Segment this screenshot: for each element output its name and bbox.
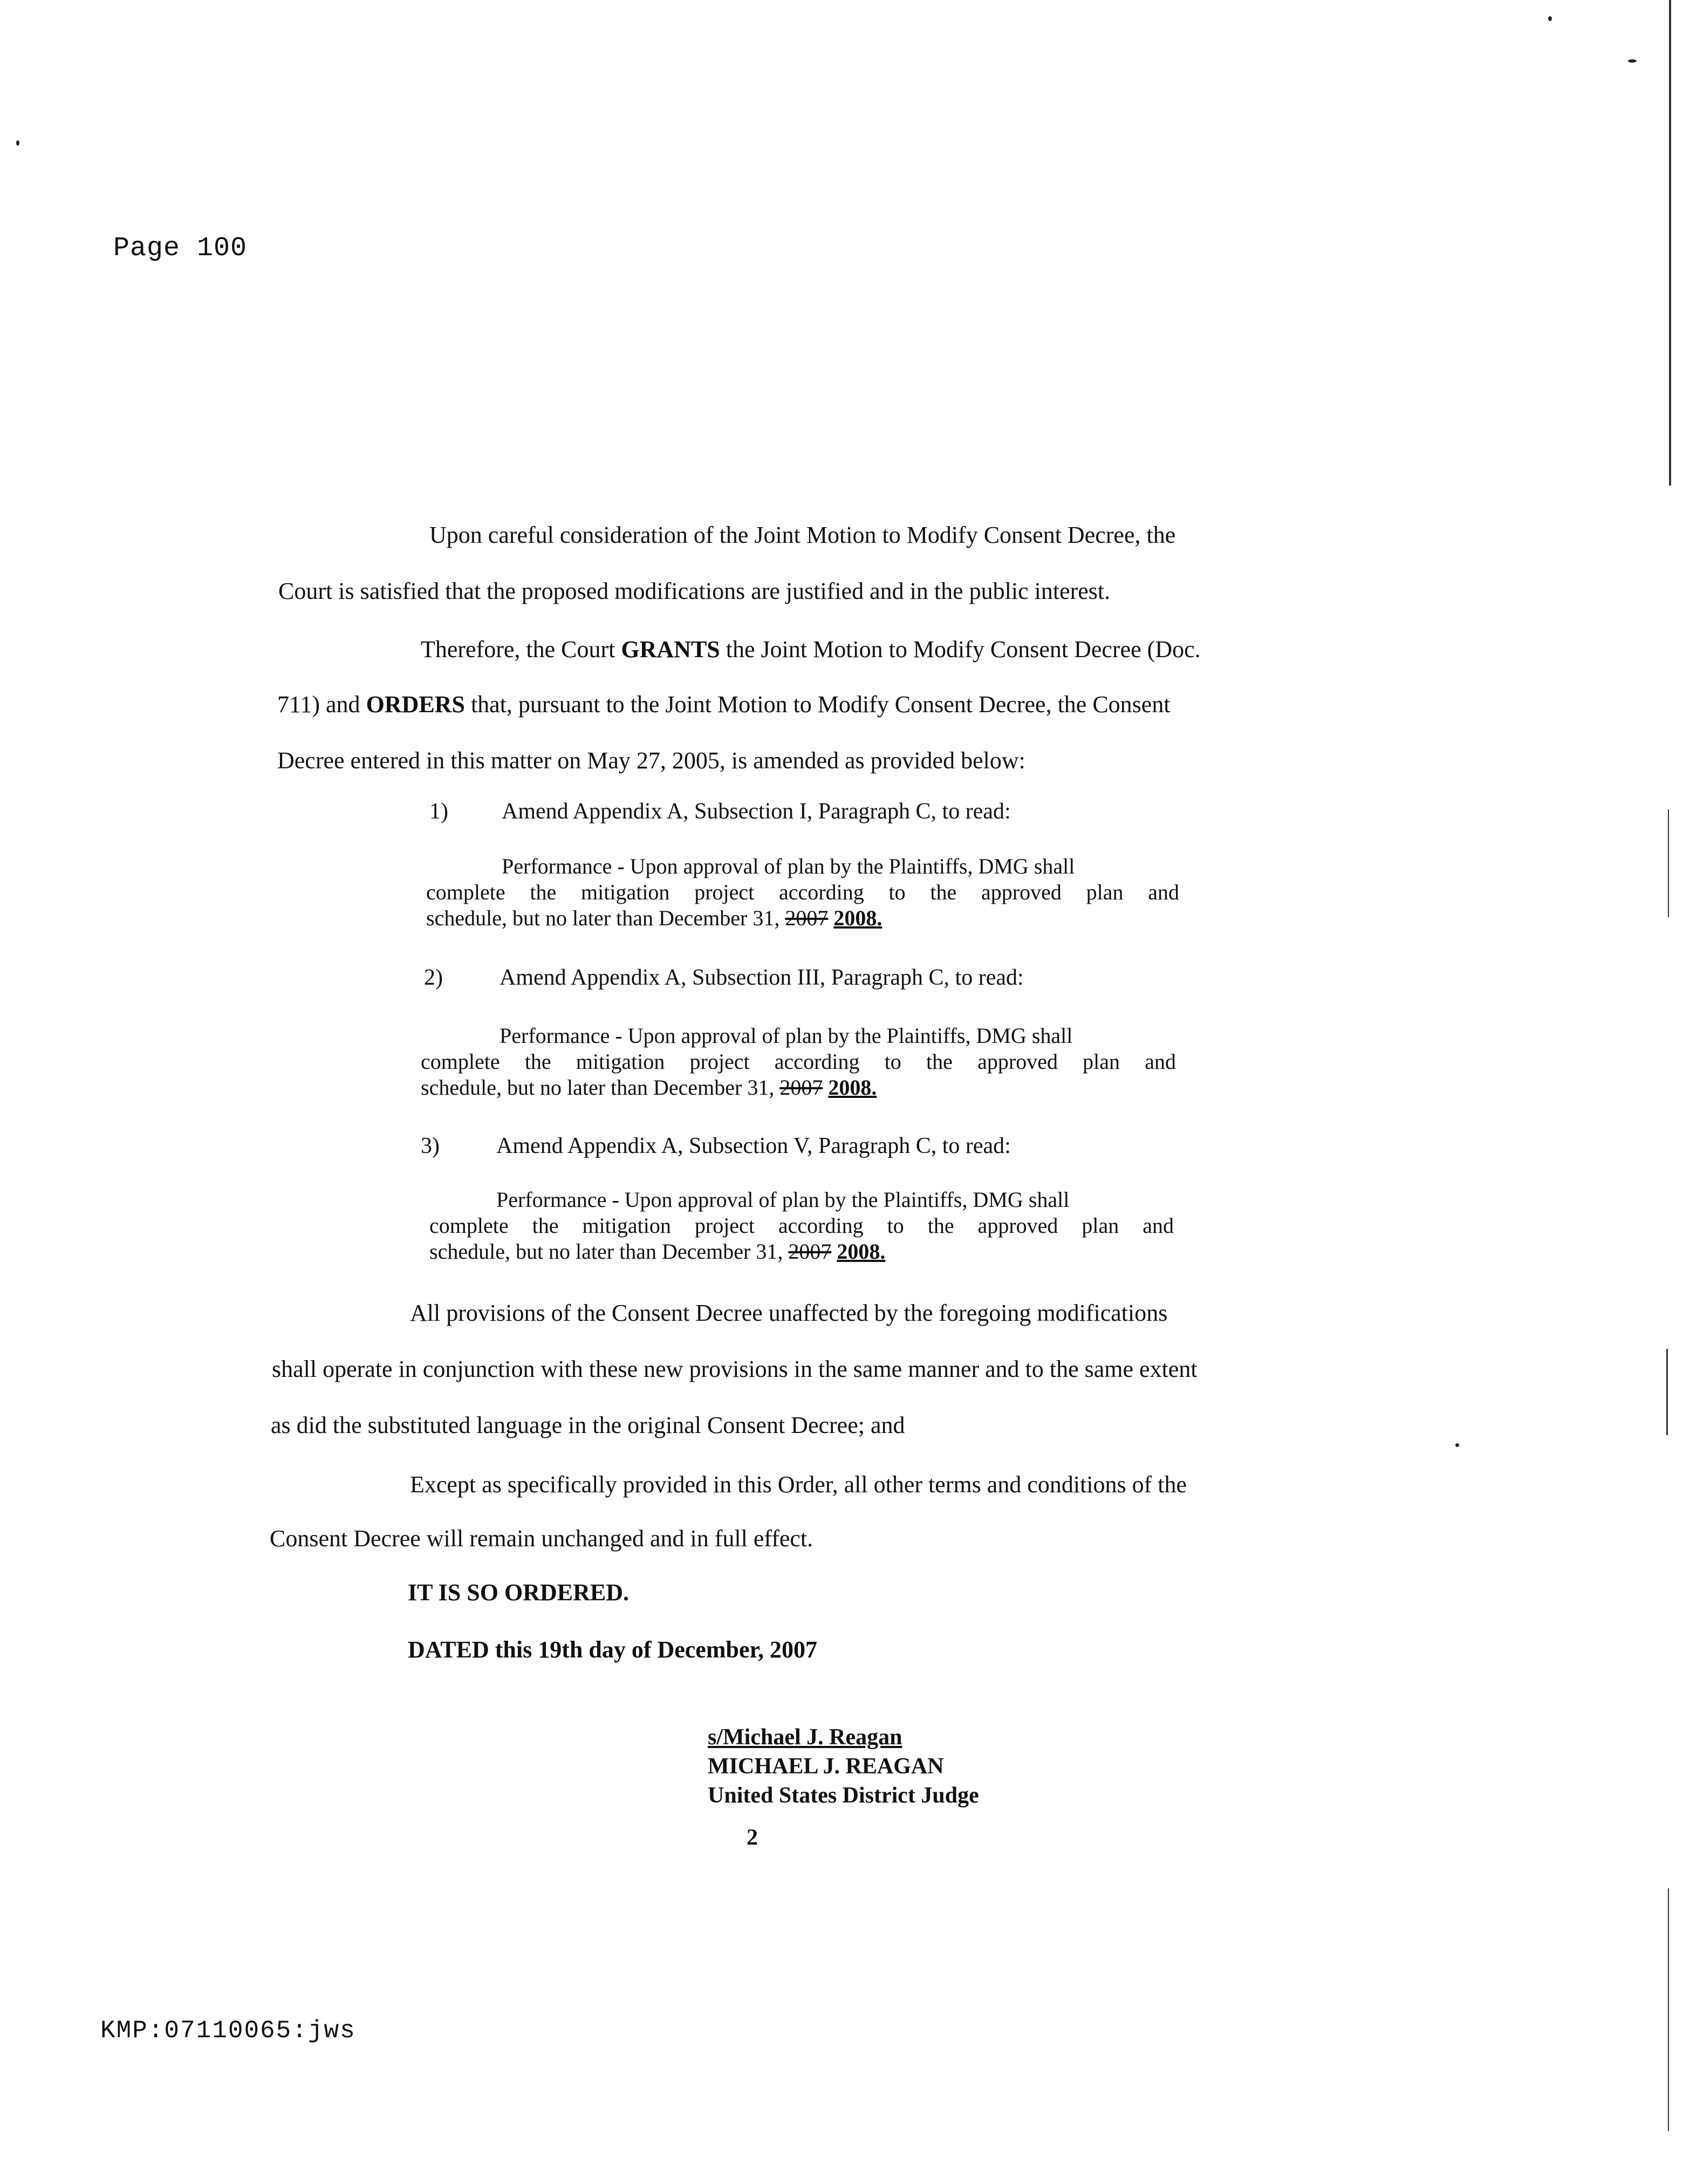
body-line: All provisions of the Consent Decree unaffected by the foregoing modifications: [410, 1300, 1168, 1326]
new-year: 2008.: [837, 1239, 886, 1264]
body-line: Consent Decree will remain unchanged and in full effect.: [270, 1525, 813, 1552]
body-line: shall operate in conjunction with these new provisions in the same manner and to the same extent: [272, 1356, 1198, 1382]
scan-speck: [1548, 16, 1552, 21]
so-ordered: IT IS SO ORDERED.: [408, 1579, 629, 1606]
scan-edge-line: [1668, 1888, 1669, 2131]
struck-year: 2007: [788, 1239, 832, 1264]
body-line: [277, 691, 1171, 718]
body-text: that, pursuant to the Joint Motion to Modify Consent Decree, the Consent: [464, 691, 1171, 718]
body-line: Decree entered in this matter on May 27, 2005, is amended as provided below:: [277, 747, 1025, 774]
amendment-number: 3): [421, 1134, 440, 1158]
page-label: Page 100: [113, 233, 248, 264]
scan-speck: [1628, 59, 1637, 63]
quote-line: complete the mitigation project according to the approved plan and: [429, 1213, 1174, 1238]
judge-title: United States District Judge: [708, 1783, 979, 1808]
dated-line: DATED this 19th day of December, 2007: [408, 1636, 817, 1663]
grants-word: GRANTS: [621, 636, 720, 663]
new-year: 2008.: [828, 1075, 877, 1100]
body-text: Therefore, the Court: [421, 636, 621, 663]
quote-line: [426, 905, 882, 931]
quote-line: Performance - Upon approval of plan by the Plaintiffs, DMG shall: [496, 1187, 1070, 1212]
signature: s/Michael J. Reagan: [708, 1725, 902, 1750]
quote-line: [421, 1075, 877, 1101]
amendment-heading: Amend Appendix A, Subsection I, Paragraph C, to read:: [502, 799, 1011, 824]
signature-line: [708, 1724, 934, 1750]
amendment-number: 2): [424, 965, 443, 990]
struck-year: 2007: [785, 906, 829, 930]
quote-line: [429, 1239, 885, 1265]
scan-edge-line: [1669, 0, 1671, 486]
scan-speck: [16, 140, 19, 146]
page-number: 2: [747, 1825, 758, 1850]
orders-word: ORDERS: [366, 691, 465, 718]
quote-text: schedule, but no later than December 31,: [429, 1239, 789, 1264]
scan-edge-line: [1668, 809, 1669, 917]
quote-text: schedule, but no later than December 31,: [426, 906, 785, 930]
body-line: Except as specifically provided in this Order, all other terms and conditions of the: [410, 1471, 1187, 1498]
struck-year: 2007: [779, 1075, 823, 1100]
footer-code: KMP:07110065:jws: [100, 2017, 356, 2045]
quote-text: schedule, but no later than December 31,: [421, 1075, 780, 1100]
amendment-number: 1): [429, 799, 448, 824]
judge-name: MICHAEL J. REAGAN: [708, 1754, 944, 1779]
quote-line: Performance - Upon approval of plan by the Plaintiffs, DMG shall: [502, 854, 1075, 878]
quote-line: complete the mitigation project according to the approved plan and: [426, 880, 1179, 904]
body-text: the Joint Motion to Modify Consent Decree (Doc.: [720, 636, 1201, 663]
amendment-heading: Amend Appendix A, Subsection V, Paragraph C, to read:: [496, 1134, 1011, 1158]
scan-speck: [1455, 1443, 1459, 1447]
body-line: Upon careful consideration of the Joint Motion to Modify Consent Decree, the: [429, 522, 1176, 548]
amendment-heading: Amend Appendix A, Subsection III, Paragraph C, to read:: [500, 965, 1024, 990]
new-year: 2008.: [833, 906, 882, 930]
body-line: Court is satisfied that the proposed modifications are justified and in the public interest.: [278, 578, 1111, 604]
quote-line: complete the mitigation project according to the approved plan and: [421, 1049, 1176, 1074]
body-text: 711) and: [277, 691, 366, 718]
body-line: as did the substituted language in the original Consent Decree; and: [271, 1412, 905, 1438]
quote-line: Performance - Upon approval of plan by the Plaintiffs, DMG shall: [500, 1023, 1073, 1048]
body-line: [421, 636, 1201, 663]
scan-edge-line: [1666, 1349, 1668, 1435]
